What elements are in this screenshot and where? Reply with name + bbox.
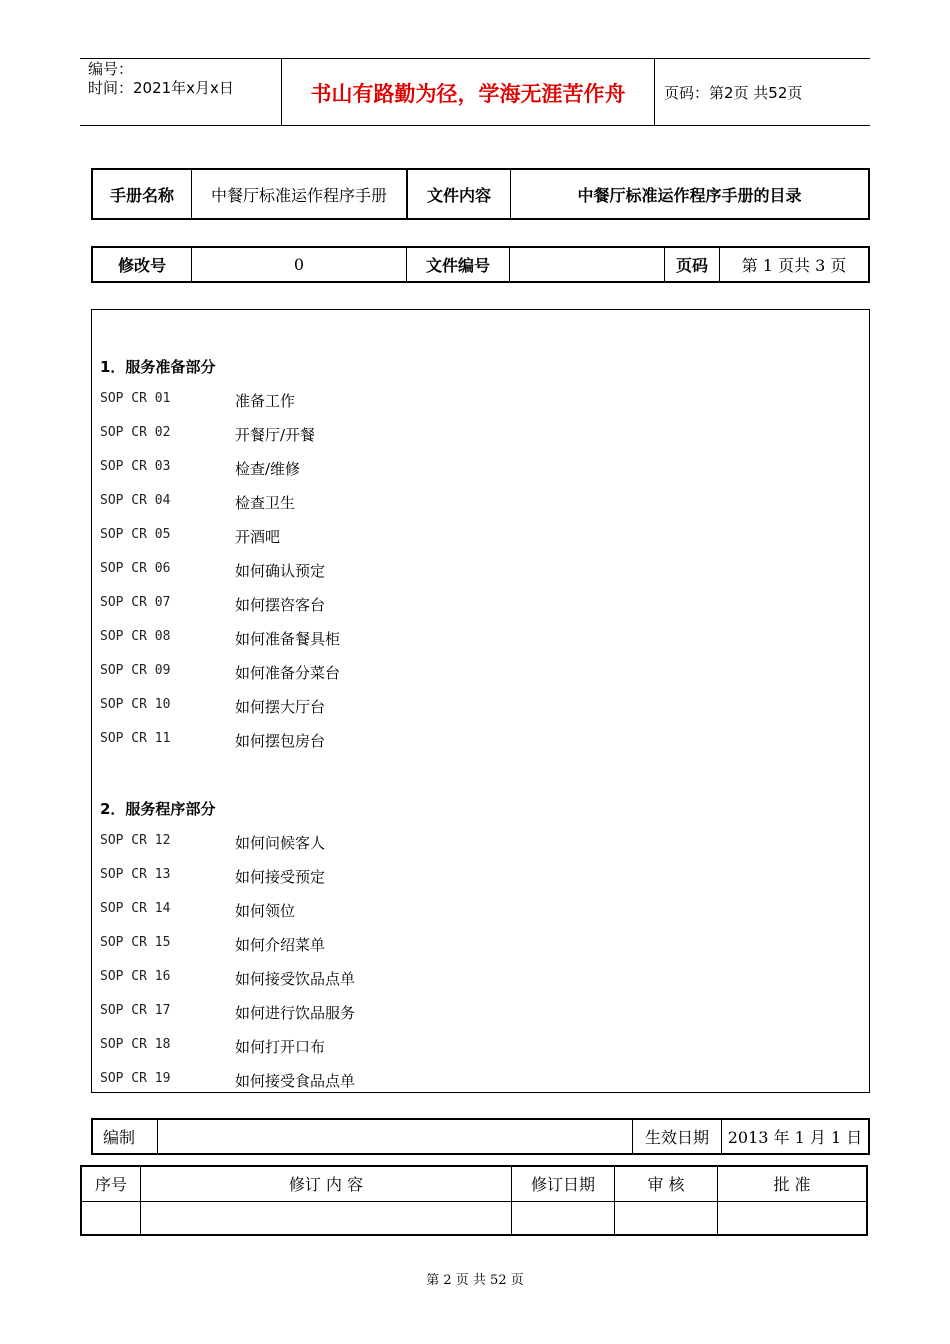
header-motto: 书山有路勤为径，学海无涯苦作舟 <box>310 82 626 106</box>
revision-log-header: 修订日期 <box>512 1166 615 1201</box>
revision-log-cell <box>615 1201 718 1235</box>
toc-title[interactable]: 如何接受食品点单 <box>235 1072 356 1090</box>
revision-log-cell <box>81 1201 141 1235</box>
toc-title[interactable]: 如何准备分菜台 <box>235 664 341 682</box>
sign-table <box>91 1118 870 1155</box>
effective-date-label: 生效日期 <box>633 1119 722 1154</box>
revision-log-header: 审 核 <box>615 1166 718 1201</box>
toc-title[interactable]: 检查/维修 <box>235 460 301 478</box>
toc-title[interactable]: 如何领位 <box>235 902 296 920</box>
revision-log-cell <box>141 1201 512 1235</box>
toc-title[interactable]: 开餐厅/开餐 <box>235 426 316 444</box>
page-label: 页码 <box>665 247 720 282</box>
header-bottom-rule <box>80 125 870 126</box>
manual-name-label: 手册名称 <box>92 169 192 219</box>
toc-title[interactable]: 如何摆大厅台 <box>235 698 326 716</box>
toc-code: SOP CR 16 <box>100 969 171 984</box>
header-top-rule <box>80 58 870 59</box>
toc-code: SOP CR 06 <box>100 561 171 576</box>
toc-title[interactable]: 如何打开口布 <box>235 1038 326 1056</box>
toc-title[interactable]: 如何确认预定 <box>235 562 326 580</box>
page-value: 第 1 页共 3 页 <box>720 247 870 282</box>
toc-code: SOP CR 07 <box>100 595 171 610</box>
toc-code: SOP CR 19 <box>100 1071 171 1086</box>
toc-code: SOP CR 02 <box>100 425 171 440</box>
toc-box <box>91 309 870 1093</box>
header-page-info: 页码：第2页 共52页 <box>664 84 803 102</box>
section-title: 1．服务准备部分 <box>100 358 216 376</box>
revision-log-table <box>80 1165 868 1236</box>
toc-code: SOP CR 12 <box>100 833 171 848</box>
toc-title[interactable]: 如何问候客人 <box>235 834 326 852</box>
manual-name-value: 中餐厅标准运作程序手册 <box>192 169 408 219</box>
toc-code: SOP CR 04 <box>100 493 171 508</box>
revision-log-cell <box>718 1201 868 1235</box>
revision-log-header: 批 准 <box>718 1166 868 1201</box>
toc-title[interactable]: 开酒吧 <box>235 528 281 546</box>
toc-title[interactable]: 如何摆包房台 <box>235 732 326 750</box>
header-number-label: 编号： <box>88 60 134 78</box>
revision-value: 0 <box>192 247 407 282</box>
toc-title[interactable]: 如何介绍菜单 <box>235 936 326 954</box>
header-time-label: 时间：2021年x月x日 <box>88 79 234 97</box>
file-content-label: 文件内容 <box>407 169 511 219</box>
manual-info-table <box>91 168 870 220</box>
file-content-value: 中餐厅标准运作程序手册的目录 <box>511 169 870 219</box>
section-title: 2．服务程序部分 <box>100 800 216 818</box>
revision-info-table <box>91 246 870 283</box>
toc-code: SOP CR 13 <box>100 867 171 882</box>
toc-code: SOP CR 18 <box>100 1037 171 1052</box>
revision-log-header: 序号 <box>81 1166 141 1201</box>
toc-code: SOP CR 01 <box>100 391 171 406</box>
toc-code: SOP CR 08 <box>100 629 171 644</box>
toc-title[interactable]: 如何进行饮品服务 <box>235 1004 356 1022</box>
prepared-label: 编制 <box>92 1119 158 1154</box>
revision-log-cell <box>512 1201 615 1235</box>
prepared-value <box>158 1119 633 1154</box>
toc-title[interactable]: 如何准备餐具柜 <box>235 630 341 648</box>
toc-code: SOP CR 11 <box>100 731 171 746</box>
effective-date-value: 2013 年 1 月 1 日 <box>722 1119 870 1154</box>
header-meta <box>88 60 234 98</box>
toc-code: SOP CR 14 <box>100 901 171 916</box>
toc-title[interactable]: 如何接受饮品点单 <box>235 970 356 988</box>
toc-code: SOP CR 15 <box>100 935 171 950</box>
header-divider-right <box>654 58 655 126</box>
toc-code: SOP CR 09 <box>100 663 171 678</box>
file-number-value <box>510 247 665 282</box>
revision-log-header: 修订 内 容 <box>141 1166 512 1201</box>
footer-page-number: 第 2 页 共 52 页 <box>426 1273 524 1288</box>
file-number-label: 文件编号 <box>407 247 510 282</box>
toc-code: SOP CR 05 <box>100 527 171 542</box>
toc-title[interactable]: 检查卫生 <box>235 494 296 512</box>
toc-title[interactable]: 如何摆咨客台 <box>235 596 326 614</box>
revision-label: 修改号 <box>92 247 192 282</box>
toc-code: SOP CR 03 <box>100 459 171 474</box>
toc-code: SOP CR 17 <box>100 1003 171 1018</box>
toc-code: SOP CR 10 <box>100 697 171 712</box>
toc-title[interactable]: 如何接受预定 <box>235 868 326 886</box>
toc-title[interactable]: 准备工作 <box>235 392 296 410</box>
